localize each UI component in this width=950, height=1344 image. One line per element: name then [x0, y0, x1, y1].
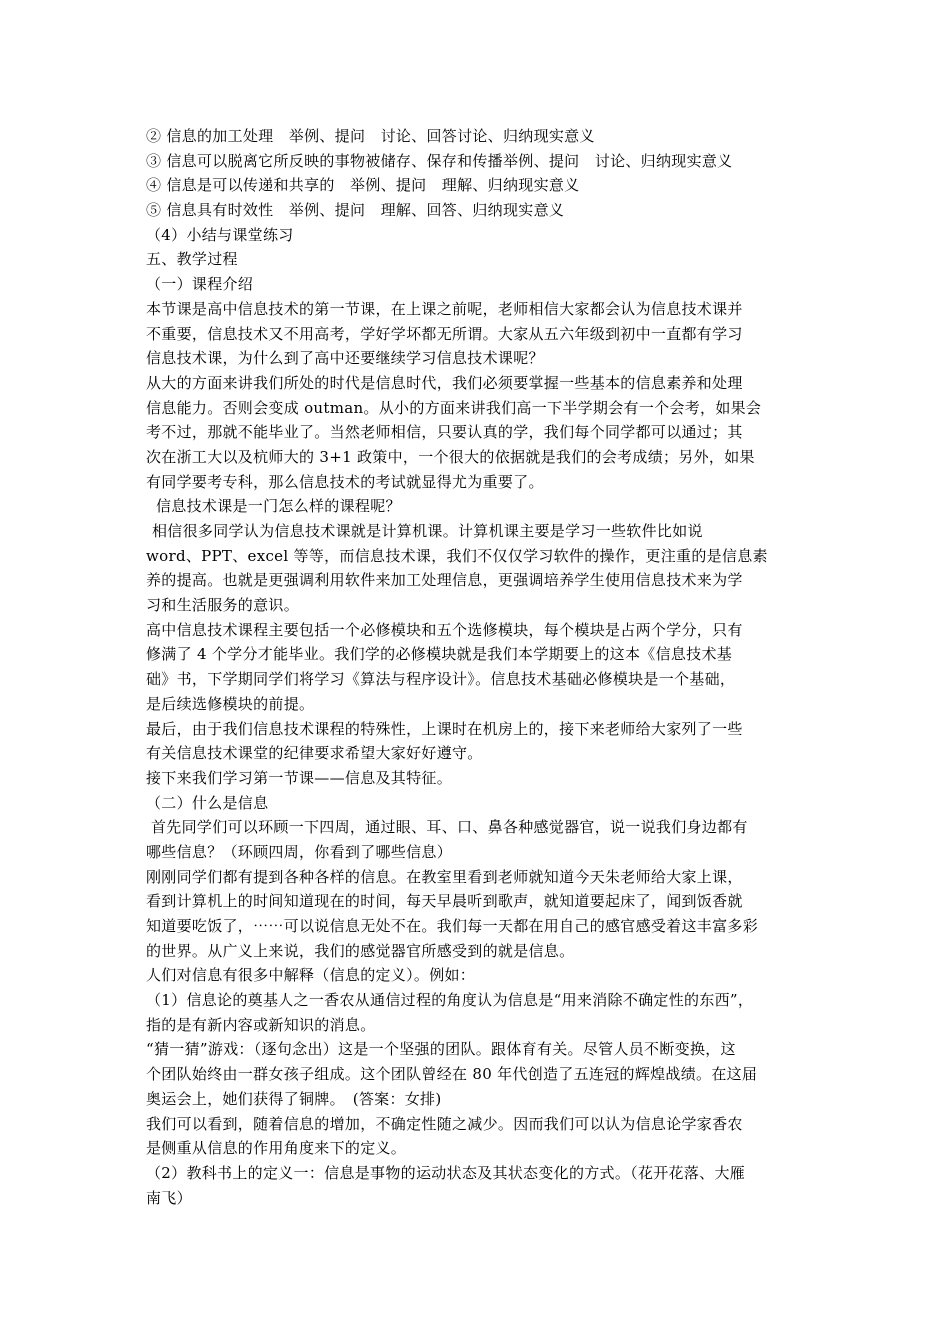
section-heading: 五、教学过程	[146, 250, 238, 269]
paragraph-line: 本节课是高中信息技术的第一节课，在上课之前呢，老师相信大家都会认为信息技术课并	[146, 299, 743, 318]
paragraph-line: 首先同学们可以环顾一下四周，通过眼、耳、口、鼻各种感觉器官，说一说我们身边都有	[151, 818, 748, 837]
paragraph-line: 修满了 4 个学分才能毕业。我们学的必修模块就是我们本学期要上的这本《信息技术基	[146, 645, 733, 664]
paragraph-line: 哪些信息？（环顾四周，你看到了哪些信息）	[146, 842, 453, 861]
paragraph-line: 考不过，那就不能毕业了。当然老师相信，只要认真的学，我们每个同学都可以通过；其	[146, 423, 743, 442]
paragraph-line: 知道要吃饭了，⋯⋯可以说信息无处不在。我们每一天都在用自己的感官感受着这丰富多彩	[146, 917, 759, 935]
paragraph-line: 最后，由于我们信息技术课程的特殊性，上课时在机房上的，接下来老师给大家列了一些	[146, 719, 743, 738]
paragraph-line: 看到计算机上的时间知道现在的时间，每天早晨听到歌声，就知道要起床了，闻到饭香就	[146, 892, 743, 911]
paragraph-line: 刚刚同学们都有提到各种各样的信息。在教室里看到老师就知道今天朱老师给大家上课，	[146, 867, 743, 886]
document-body	[146, 124, 814, 1210]
paragraph-line: 南飞）	[146, 1188, 192, 1207]
list-item-2: ② 信息的加工处理 举例、提问 讨论、回答讨论、归纳现实意义	[146, 127, 595, 145]
paragraph-line: 信息技术课，为什么到了高中还要继续学习信息技术课呢？	[146, 349, 544, 368]
paragraph-line: 养的提高。也就是更强调利用软件来加工处理信息，更强调培养学生使用信息技术来为学	[146, 571, 743, 590]
paragraph-line: 是侧重从信息的作用角度来下的定义。	[146, 1139, 407, 1158]
subsection-heading: （4）小结与课堂练习	[146, 225, 294, 244]
paragraph-line: 指的是有新内容或新知识的消息。	[146, 1015, 376, 1034]
paragraph-line: 我们可以看到，随着信息的增加，不确定性随之减少。因而我们可以认为信息论学家香农	[146, 1114, 743, 1133]
subsection-heading: （一）课程介绍	[146, 275, 254, 294]
paragraph-line: 从大的方面来讲我们所处的时代是信息时代，我们必须要掌握一些基本的信息素养和处理	[146, 373, 743, 392]
subsection-heading: （二）什么是信息	[146, 793, 269, 812]
list-item-4: ④ 信息是可以传递和共享的 举例、提问 理解、归纳现实意义	[146, 176, 580, 195]
paragraph-line: 相信很多同学认为信息技术课就是计算机课。计算机课主要是学习一些软件比如说	[152, 522, 703, 540]
paragraph-line: （2）教科书上的定义一：信息是事物的运动状态及其状态变化的方式。（花开花落、大雁	[146, 1163, 746, 1182]
paragraph-line: 次在浙工大以及杭师大的 3+1 政策中，一个很大的依据就是我们的会考成绩；另外，如果	[146, 447, 755, 466]
list-item-3: ③ 信息可以脱离它所反映的事物被储存、保存和传播举例、提问 讨论、归纳现实意义	[146, 151, 733, 170]
paragraph-line: 有关信息技术课堂的纪律要求希望大家好好遵守。	[146, 744, 483, 763]
paragraph-line: 信息能力。否则会变成 outman。从小的方面来讲我们高一下半学期会有一个会考，如果会	[146, 398, 762, 417]
paragraph-line: 接下来我们学习第一节课——信息及其特征。	[146, 768, 453, 787]
paragraph-line: 是后续选修模块的前提。	[146, 694, 315, 713]
paragraph-line: word、PPT、excel 等等，而信息技术课，我们不仅仅学习软件的操作，更注重的是信息素	[146, 546, 768, 565]
paragraph-line: 有同学要考专科，那么信息技术的考试就显得尤为重要了。	[146, 472, 544, 491]
paragraph-line: （1）信息论的奠基人之一香农从通信过程的角度认为信息是“用来消除不确定性的东西”，	[146, 991, 754, 1010]
paragraph-line: 高中信息技术课程主要包括一个必修模块和五个选修模块，每个模块是占两个学分，只有	[146, 620, 743, 639]
paragraph-line: 习和生活服务的意识。	[146, 596, 300, 615]
paragraph-line: “猜一猜”游戏：（逐句念出）这是一个坚强的团队。跟体育有关。尽管人员不断变换，这	[146, 1040, 736, 1059]
paragraph-line: 不重要，信息技术又不用高考，学好学坏都无所谓。大家从五六年级到初中一直都有学习	[146, 324, 743, 343]
paragraph-line: 础》书，下学期同学们将学习《算法与程序设计》。信息技术基础必修模块是一个基础，	[146, 670, 736, 689]
paragraph-line: 个团队始终由一群女孩子组成。这个团队曾经在 80 年代创造了五连冠的辉煌战绩。在这届	[146, 1065, 758, 1084]
paragraph-line: 奥运会上，她们获得了铜牌。 (答案：女排)	[146, 1089, 442, 1108]
paragraph-line: 的世界。从广义上来说，我们的感觉器官所感受到的就是信息。	[146, 941, 575, 960]
paragraph-line: 信息技术课是一门怎么样的课程呢？	[156, 497, 401, 516]
list-item-5: ⑤ 信息具有时效性 举例、提问 理解、回答、归纳现实意义	[146, 201, 565, 220]
paragraph-line: 人们对信息有很多中解释（信息的定义）。例如：	[146, 966, 476, 985]
